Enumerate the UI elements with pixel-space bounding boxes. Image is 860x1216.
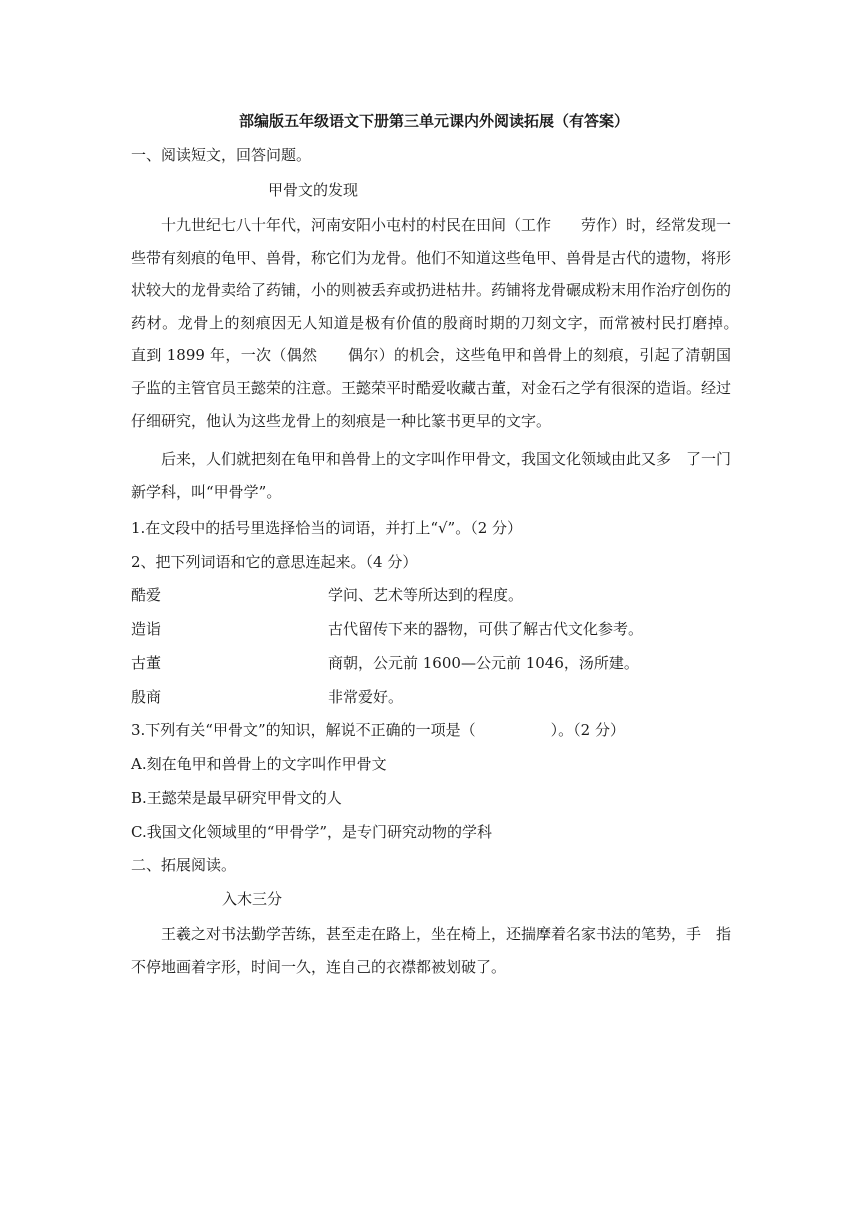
match-word-4: 殷商 — [131, 688, 162, 706]
q3-option-b: B.王懿荣是最早研究甲骨文的人 — [131, 789, 342, 807]
section2-heading: 二、拓展阅读。 — [131, 856, 237, 874]
section1-heading: 一、阅读短文，回答问题。 — [131, 146, 312, 164]
q3-option-a: A.刻在龟甲和兽骨上的文字叫作甲骨文 — [131, 755, 387, 773]
question-1: 1.在文段中的括号里选择恰当的词语，并打上“√”。（2 分） — [131, 519, 523, 537]
match-meaning-4: 非常爱好。 — [328, 688, 404, 706]
match-meaning-2: 古代留传下来的器物，可供了解古代文化参考。 — [328, 620, 644, 638]
document-title: 部编版五年级语文下册第三单元课内外阅读拓展（有答案） — [238, 112, 629, 130]
article1-paragraph1: 十九世纪七八十年代，河南安阳小屯村的村民在田间（工作 劳作）时，经常发现一些带有刻痕的龟甲、兽骨，称它们为龙骨。他们不知道这些龟甲、兽骨是古代的遗物，将形状较大的龙骨卖给了药铺，小的则被丢弃或扔进枯井。药铺将龙骨碾成粉末用作治疗创伤的药材。龙骨上的刻痕因无人知道是极有价值的殷商时期的刀刻文字，而常被村民打磨掉。 直到 1899 年，一次（偶然 偶尔）的机会，这些龟甲和兽骨上的刻痕，引起了清朝国子监的主管官员王懿荣的注意。王懿荣平时酷爱收藏古董，对金石之学有很深的造诣。经过仔细研究，他认为这些龙骨上的刻痕是一种比篆书更早的文字。 — [131, 216, 747, 430]
article1-paragraph2: 后来，人们就把刻在龟甲和兽骨上的文字叫作甲骨文，我国文化领域由此又多 了一门新学科，叫“甲骨学”。 — [131, 450, 732, 501]
match-word-1: 酷爱 — [131, 586, 162, 604]
match-meaning-3: 商朝，公元前 1600—公元前 1046，汤所建。 — [328, 654, 639, 672]
question-3: 3.下列有关“甲骨文”的知识，解说不正确的一项是（ ）。（2 分） — [131, 721, 625, 739]
match-word-3: 古董 — [131, 654, 162, 672]
article2-paragraph1: 王羲之对书法勤学苦练，甚至走在路上，坐在椅上，还揣摩着名家书法的笔势，手 指不停地画着字形，时间一久，连自己的衣襟都被划破了。 — [131, 925, 732, 976]
match-word-2: 造诣 — [131, 620, 162, 638]
question-2: 2、把下列词语和它的意思连起来。（4 分） — [131, 553, 418, 571]
q3-option-c: C.我国文化领域里的“甲骨学”，是专门研究动物的学科 — [131, 823, 493, 841]
article2-title: 入木三分 — [222, 890, 283, 908]
article1-title: 甲骨文的发现 — [268, 181, 359, 199]
match-meaning-1: 学问、艺术等所达到的程度。 — [328, 586, 524, 604]
